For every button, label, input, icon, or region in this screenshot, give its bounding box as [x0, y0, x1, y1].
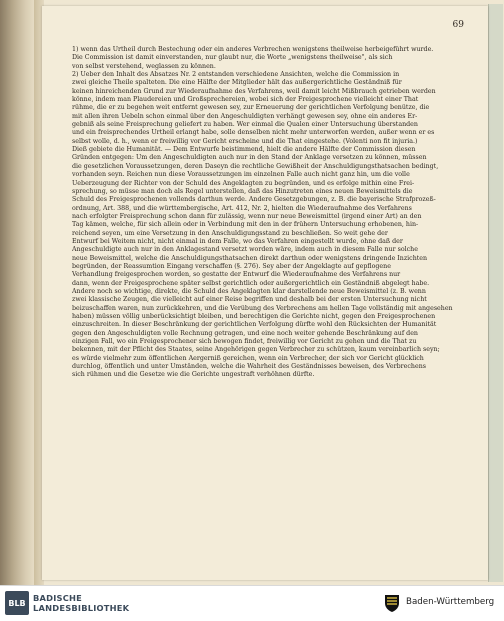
text-line: selbst wolle, d. h., wenn er freiwillig vor Gericht erscheine und die That eingestehe. (Volenti non fit injuria.) — [72, 137, 418, 145]
text-line: reichend seyen, um eine Versetzung in den Anschuldigungsstand zu beschließen. So weit gehe der — [72, 229, 388, 237]
text-line: bekennen, mit der Pflicht des Staates, seine Angehörigen gegen Verbrecher zu schützen, kaum vereinbarlich seyn; — [72, 346, 440, 354]
text-line: vorhanden seyn. Reichen nun diese Voraussetzungen im einzelnen Falle auch nicht ganz hin, um die volle — [72, 171, 410, 179]
text-line: Tag kämen, welche, für sich allein oder in Verbindung mit den in der frühern Untersuchung erhobenen, hin- — [72, 221, 419, 229]
state-name[interactable]: Baden-Württemberg — [406, 597, 495, 607]
text-line: dann, wenn der Freigesprochene später selbst gerichtlich oder außergerichtlich ein Geständniß abgelegt habe. — [72, 279, 430, 287]
blb-logo[interactable]: BLB — [5, 591, 29, 615]
text-line: und ein freisprechendes Urtheil erlangt habe, solle denselben nicht mehr unterworfen werden, außer wenn er es — [72, 129, 435, 137]
text-line: ordnung, Art. 388, und die württembergische, Art. 412, Nr. 2, hielten die Wiederaufnahme des Verfahrens — [72, 204, 412, 212]
text-line: Entwurf bei Weitem nicht, nicht einmal in dem Falle, wo das Verfahren eingestellt wurde, ohne daß der — [72, 237, 403, 245]
text-line: rühme, die er zu begehen weit entfernt gewesen sey, zur Erneuerung der gerichtlichen Verfolgung benütze, die — [72, 104, 430, 112]
text-line: Verhandlung freigesprochen worden, so gestatte der Entwurf die Wiederaufnahme des Verfahrens nur — [72, 271, 401, 279]
text-line: sich rühmen und die Gesetze wie die Gerichte ungestraft verhöhnen dürfte. — [72, 371, 315, 379]
text-line: nach erfolgter Freisprechung schon dann für zulässig, wenn nur neue Beweismittel (irgend einer Art) an den — [72, 212, 422, 220]
text-line: durchlog, öffentlich und unter Umständen, welche die Wahrheit des Geständnisses beweisen, des Verbrechens — [72, 363, 426, 371]
library-name-line1: BADISCHE — [33, 593, 82, 603]
text-line: Die Commission ist damit einverstanden, nur glaubt nur, die Worte „wenigstens theilweise", als sich — [72, 54, 393, 62]
text-line: könne, indem man Plaudereien und Großsprechereien, wobei sich der Freigesprochene vielleicht einer That — [72, 96, 419, 104]
text-line: die gesetzlichen Voraussetzungen, deren Daseyn die rechtliche Gewißheit der Anschuldigungsthatsachen bedingt, — [72, 162, 439, 170]
text-line: Andere noch so wichtige, direkte, die Schuld des Angeklagten klar darstellende neue Beweismittel (z. B. wenn — [72, 287, 426, 295]
library-name-line2: LANDESBIBLIOTHEK — [33, 603, 130, 613]
text-line: Angeschuldigte auch nur in den Anklagestand versetzt worden wäre, indem auch in diesem Falle nur solche — [72, 246, 418, 254]
text-line: gebniß als seine Freisprechung geliefert zu haben. Wer einmal die Qualen einer Untersuchung überstanden — [72, 121, 418, 129]
text-line: mit allen ihren Uebeln schon einmal über den Angeschuldigten verhängt gewesen sey, ohne ein anderes Er- — [72, 112, 418, 120]
page-edge — [488, 4, 503, 582]
page-number: 69 — [452, 20, 464, 30]
text-line: es würde vielmehr zum öffentlichen Aergerniß gereichen, wenn ein Verbrecher, der sich vor Gericht glücklich — [72, 354, 424, 362]
text-line: gegen den Angeschuldigten volle Rechnung getragen, und eine noch weiter gehende Beschränkung auf den — [72, 329, 418, 337]
book-gutter — [0, 0, 34, 585]
text-line: sprechung, so müsse man doch als Regel unterstellen, daß das Hinzutreten eines neuen Beweismittels die — [72, 187, 413, 195]
text-line: zwei klassische Zeugen, die vielleicht auf einer Reise begriffen und deshalb bei der ersten Untersuchung nicht — [72, 296, 427, 304]
text-line: von selbst verstehend, weglassen zu können. — [72, 62, 216, 70]
text-line: keinen hinreichenden Grund zur Wiederaufnahme des Verfahrens, weil damit leicht Mißbrauch getrieben werden — [72, 87, 436, 95]
text-line: 1) wenn das Urtheil durch Bestechung oder ein anderes Verbrechen wenigstens theilweise herbeigeführt wurde. — [72, 46, 434, 53]
text-line: begründen, der Reassumtion Eingang verschaffen (§. 276). Sey aber der Angeklagte auf gepflogene — [72, 262, 391, 270]
text-line: Dieß gebiete die Humanität. — Dem Entwurfe beistimmend, hielt die andere Hälfte der Commission diesen — [72, 146, 416, 154]
text-line: haben) müssen völlig unberücksichtigt bleiben, und berechtigen die Gerichte nicht, gegen den Freigesprochenen — [72, 313, 436, 320]
footer-bar — [0, 585, 504, 621]
text-line: Schuld des Freigesprochenen vollends darthun werde. Andere Gesetzgebungen, z. B. die bayerische Strafprozeß- — [72, 196, 436, 204]
baden-wuerttemberg-crest-icon[interactable] — [382, 593, 402, 613]
library-name[interactable] — [33, 593, 129, 613]
text-line: Ueberzeugung der Richter von der Schuld des Angeklagten zu begründen, und es erfolge mithin eine Frei- — [72, 179, 415, 187]
text-line: neue Beweismittel, welche die Anschuldigungsthatsachen direkt darthun oder wenigstens dringende Inzichten — [72, 254, 428, 262]
body-text — [72, 46, 470, 380]
text-line: einzigen Fall, wo ein Freigesprochener sich bewogen findet, freiwillig vor Gericht zu gehen und die That zu — [72, 338, 417, 346]
text-line: 2) Ueber den Inhalt des Absatzes Nr. 2 entstanden verschiedene Ansichten, welche die Commission in — [72, 71, 400, 79]
book-page — [42, 6, 488, 580]
text-line: Gründen entgegen: Um den Angeschuldigten auch nur in den Stand der Anklage versetzen zu können, müssen — [72, 154, 427, 162]
text-line: zwei gleiche Theile spalteten. Die eine Hälfte der Mitglieder hält das außergerichtliche Geständniß für — [72, 79, 402, 87]
text-line: einzuschreiten. In dieser Beschränkung der gerichtlichen Verfolgung dürfte wohl den Rücksichten der Humanität — [72, 321, 437, 329]
text-line: beizuschaffen waren, nun zurückkehren, und die Verübung des Verbrechens am hellen Tage vollständig mit angesehen — [72, 304, 453, 312]
